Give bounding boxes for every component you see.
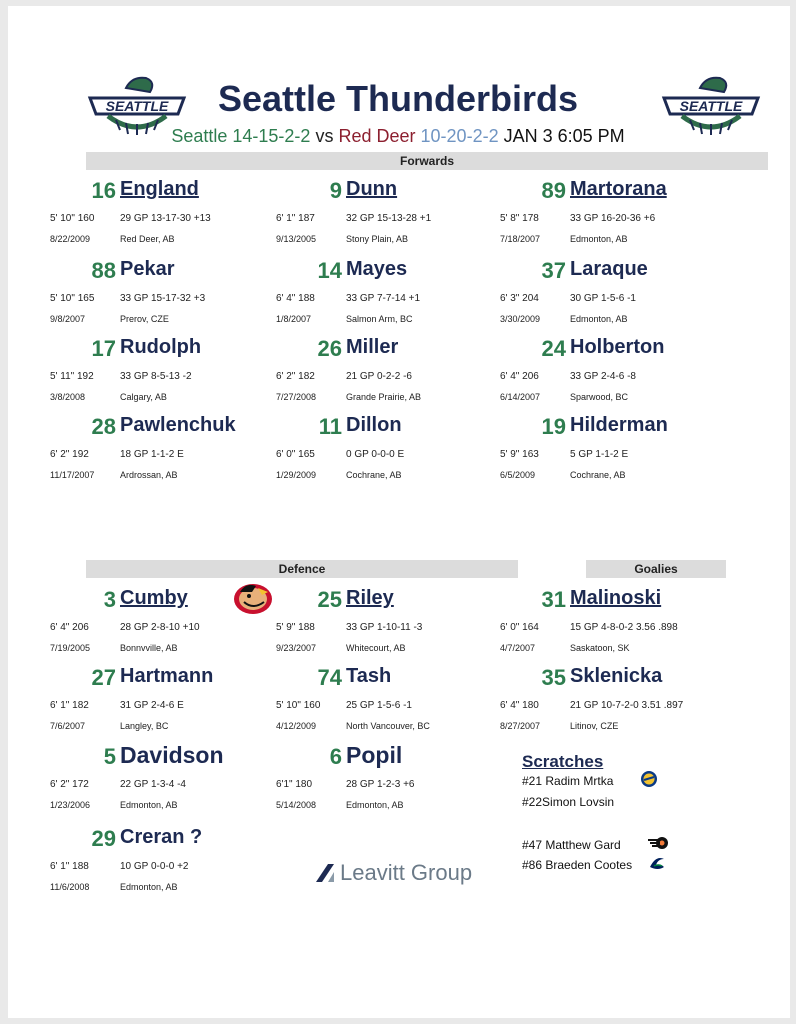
player-dob: 5/14/2008 <box>276 800 317 810</box>
player-height-weight: 5' 9" 163 <box>500 449 539 460</box>
player-hometown: Litinov, CZE <box>570 721 619 731</box>
player-name: Dunn <box>346 178 398 200</box>
blackhawks-logo-icon <box>232 582 274 616</box>
player-name: Laraque <box>570 258 648 280</box>
player-dob: 6/5/2009 <box>500 470 536 480</box>
player-dob: 9/13/2005 <box>276 234 317 244</box>
player-name: Mayes <box>346 258 408 280</box>
player-stats: 33 GP 1-10-11 -3 <box>346 622 423 633</box>
player-name: Dillon <box>346 414 402 436</box>
forwards-header: Forwards <box>86 152 768 170</box>
player-stats: 29 GP 13-17-30 +13 <box>120 213 211 224</box>
player-dob: 7/6/2007 <box>50 721 86 731</box>
player-card <box>276 665 491 737</box>
sponsor-name: Leavitt Group <box>340 860 473 885</box>
player-hometown: Langley, BC <box>120 721 169 731</box>
player-name: Miller <box>346 336 399 358</box>
player-card <box>50 178 265 250</box>
player-card <box>276 587 491 659</box>
player-stats: 28 GP 2-8-10 +10 <box>120 622 200 633</box>
player-hometown: Edmonton, AB <box>570 234 628 244</box>
player-dob: 9/23/2007 <box>276 643 317 653</box>
home-record: 14-15-2-2 <box>232 126 311 146</box>
player-hometown: Edmonton, AB <box>570 314 628 324</box>
player-height-weight: 6'1" 180 <box>276 779 313 790</box>
player-dob: 6/14/2007 <box>500 392 541 402</box>
scratch-item: #47 Matthew Gard <box>522 838 621 852</box>
player-dob: 1/23/2006 <box>50 800 91 810</box>
scratch-item: #22Simon Lovsin <box>522 795 615 809</box>
player-number: 35 <box>541 665 566 690</box>
player-number: 37 <box>541 258 566 283</box>
player-hometown: Salmon Arm, BC <box>346 314 413 324</box>
player-card <box>50 258 265 330</box>
player-number: 26 <box>317 336 342 361</box>
player-stats: 32 GP 15-13-28 +1 <box>346 213 432 224</box>
player-number: 25 <box>317 587 342 612</box>
player-number: 27 <box>91 665 116 690</box>
player-dob: 4/12/2009 <box>276 721 317 731</box>
player-hometown: Sparwood, BC <box>570 392 629 402</box>
player-name: Riley <box>346 587 394 609</box>
player-height-weight: 6' 2" 172 <box>50 779 89 790</box>
player-stats: 0 GP 0-0-0 E <box>346 449 405 460</box>
player-hometown: Cochrane, AB <box>570 470 626 480</box>
player-height-weight: 6' 2" 192 <box>50 449 89 460</box>
player-hometown: Grande Prairie, AB <box>346 392 422 402</box>
player-number: 6 <box>329 744 342 769</box>
player-number: 9 <box>329 178 342 203</box>
player-stats: 33 GP 16-20-36 +6 <box>570 213 656 224</box>
goalie-card <box>500 587 715 659</box>
player-height-weight: 6' 2" 182 <box>276 371 315 382</box>
player-hometown: Bonnvville, AB <box>120 643 178 653</box>
player-stats: 10 GP 0-0-0 +2 <box>120 861 189 872</box>
player-height-weight: 6' 4" 180 <box>500 700 539 711</box>
player-name: Cumby <box>120 587 188 609</box>
player-height-weight: 5' 10" 165 <box>50 293 95 304</box>
player-name: Popil <box>346 742 403 768</box>
player-card <box>276 258 491 330</box>
player-hometown: Saskatoon, SK <box>570 643 630 653</box>
player-stats: 22 GP 1-3-4 -4 <box>120 779 186 790</box>
player-dob: 11/6/2008 <box>50 882 90 892</box>
matchup-line <box>0 126 796 147</box>
player-number: 24 <box>541 336 566 361</box>
player-height-weight: 6' 0" 164 <box>500 622 539 633</box>
player-stats: 18 GP 1-1-2 E <box>120 449 184 460</box>
player-hometown: Edmonton, AB <box>120 882 178 892</box>
player-dob: 8/27/2007 <box>500 721 541 731</box>
svg-text:SEATTLE: SEATTLE <box>679 98 743 114</box>
player-dob: 3/8/2008 <box>50 392 86 402</box>
player-card <box>276 336 491 408</box>
player-dob: 1/29/2009 <box>276 470 317 480</box>
player-number: 5 <box>103 744 116 769</box>
player-height-weight: 6' 3" 204 <box>500 293 539 304</box>
goalies-header: Goalies <box>586 560 726 578</box>
player-name: Sklenicka <box>570 665 663 687</box>
player-height-weight: 6' 1" 182 <box>50 700 89 711</box>
player-name: Tash <box>346 665 392 687</box>
player-dob: 11/17/2007 <box>50 470 95 480</box>
player-dob: 3/30/2009 <box>500 314 541 324</box>
player-name: Holberton <box>570 336 665 358</box>
player-hometown: Whitecourt, AB <box>346 643 406 653</box>
player-number: 16 <box>91 178 116 203</box>
player-height-weight: 5' 8" 178 <box>500 213 539 224</box>
player-hometown: Red Deer, AB <box>120 234 175 244</box>
player-number: 29 <box>91 826 116 851</box>
player-card <box>50 336 265 408</box>
vs-label: vs <box>315 126 334 146</box>
player-name: Malinoski <box>570 587 662 609</box>
player-card <box>50 826 265 898</box>
player-card <box>50 744 265 816</box>
player-name: Creran ? <box>120 826 203 848</box>
player-height-weight: 6' 0" 165 <box>276 449 315 460</box>
player-height-weight: 5' 11" 192 <box>50 371 94 382</box>
player-card <box>500 414 715 486</box>
canucks-logo-icon <box>648 855 666 873</box>
player-hometown: Edmonton, AB <box>120 800 178 810</box>
player-name: Hartmann <box>120 665 214 687</box>
player-dob: 7/19/2005 <box>50 643 91 653</box>
player-height-weight: 6' 4" 206 <box>500 371 539 382</box>
player-number: 11 <box>318 414 342 439</box>
player-card <box>276 414 491 486</box>
player-name: Pekar <box>120 258 175 280</box>
player-card <box>50 665 265 737</box>
player-number: 3 <box>103 587 116 612</box>
player-height-weight: 6' 1" 187 <box>276 213 315 224</box>
scratches-title: Scratches <box>522 752 604 771</box>
player-stats: 21 GP 10-7-2-0 3.51 .897 <box>570 700 684 711</box>
player-height-weight: 6' 1" 188 <box>50 861 89 872</box>
player-name: Rudolph <box>120 336 202 358</box>
sabres-logo-icon <box>640 770 658 788</box>
player-number: 14 <box>317 258 342 283</box>
player-name: Pawlenchuk <box>120 414 236 436</box>
svg-text:SEATTLE: SEATTLE <box>105 98 169 114</box>
home-team: Seattle <box>171 126 228 146</box>
player-dob: 1/8/2007 <box>276 314 312 324</box>
player-hometown: North Vancouver, BC <box>346 721 430 731</box>
player-stats: 28 GP 1-2-3 +6 <box>346 779 415 790</box>
player-card <box>500 178 715 250</box>
player-number: 74 <box>317 665 342 690</box>
player-card <box>276 744 491 816</box>
player-dob: 7/18/2007 <box>500 234 541 244</box>
player-stats: 33 GP 8-5-13 -2 <box>120 371 192 382</box>
player-hometown: Prerov, CZE <box>120 314 169 324</box>
player-card <box>500 258 715 330</box>
player-name: Martorana <box>570 178 667 200</box>
player-stats: 33 GP 15-17-32 +3 <box>120 293 206 304</box>
player-stats: 15 GP 4-8-0-2 3.56 .898 <box>570 622 678 633</box>
flyers-logo-icon <box>648 834 670 852</box>
player-hometown: Cochrane, AB <box>346 470 402 480</box>
goalie-card <box>500 665 715 737</box>
scratch-item: #86 Braeden Cootes <box>522 858 633 872</box>
away-record: 10-20-2-2 <box>420 126 499 146</box>
game-datetime: JAN 3 6:05 PM <box>503 126 625 146</box>
player-height-weight: 6' 4" 188 <box>276 293 315 304</box>
player-card <box>50 414 265 486</box>
player-stats: 5 GP 1-1-2 E <box>570 449 629 460</box>
player-name: England <box>120 178 199 200</box>
player-height-weight: 6' 4" 206 <box>50 622 89 633</box>
player-hometown: Edmonton, AB <box>346 800 404 810</box>
player-height-weight: 5' 10" 160 <box>276 700 321 711</box>
player-card <box>276 178 491 250</box>
player-stats: 31 GP 2-4-6 E <box>120 700 184 711</box>
scratch-item: #21 Radim Mrtka <box>522 774 614 788</box>
player-stats: 25 GP 1-5-6 -1 <box>346 700 412 711</box>
player-dob: 4/7/2007 <box>500 643 536 653</box>
player-dob: 7/27/2008 <box>276 392 317 402</box>
player-number: 89 <box>541 178 566 203</box>
player-stats: 33 GP 2-4-6 -8 <box>570 371 636 382</box>
player-stats: 33 GP 7-7-14 +1 <box>346 293 421 304</box>
player-number: 17 <box>91 336 116 361</box>
player-name: Davidson <box>120 742 224 768</box>
player-name: Hilderman <box>570 414 668 436</box>
player-height-weight: 5' 10" 160 <box>50 213 95 224</box>
player-dob: 9/8/2007 <box>50 314 86 324</box>
player-hometown: Stony Plain, AB <box>346 234 409 244</box>
away-team: Red Deer <box>338 126 416 146</box>
page-title: Seattle Thunderbirds <box>217 78 579 119</box>
player-number: 31 <box>541 587 566 612</box>
player-hometown: Calgary, AB <box>120 392 167 402</box>
player-stats: 30 GP 1-5-6 -1 <box>570 293 636 304</box>
player-number: 28 <box>91 414 116 439</box>
player-number: 88 <box>91 258 116 283</box>
player-hometown: Ardrossan, AB <box>120 470 178 480</box>
leavitt-mark-icon <box>314 862 336 884</box>
defence-header: Defence <box>86 560 518 578</box>
player-dob: 8/22/2009 <box>50 234 91 244</box>
player-card <box>500 336 715 408</box>
player-stats: 21 GP 0-2-2 -6 <box>346 371 412 382</box>
player-number: 19 <box>541 414 566 439</box>
player-height-weight: 5' 9" 188 <box>276 622 315 633</box>
